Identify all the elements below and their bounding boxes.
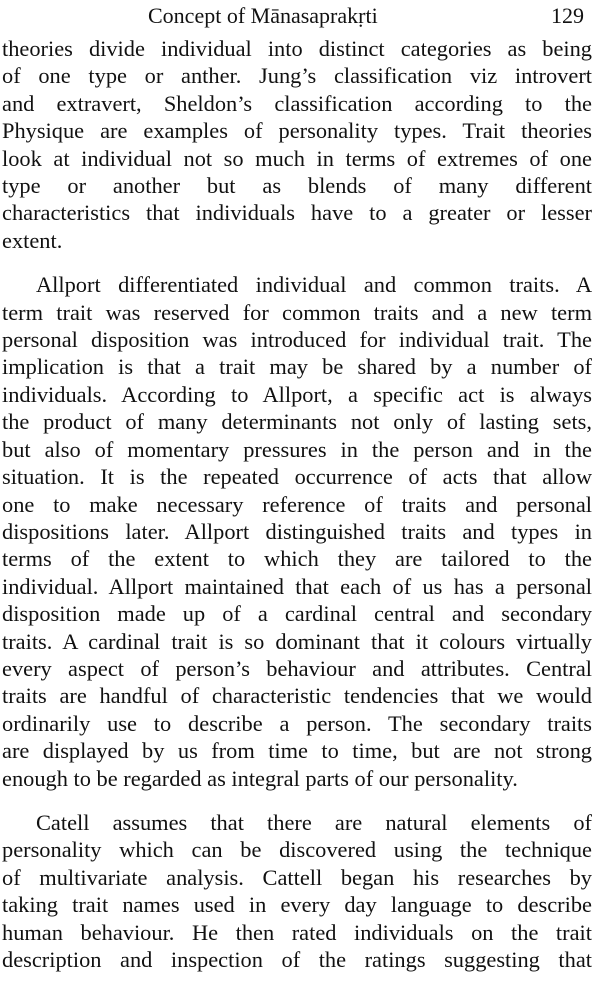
running-header (0, 0, 600, 34)
text-line: ordinarily use to describe a person. The secondary traits (2, 710, 592, 736)
page-body (0, 35, 592, 973)
text-line: individuals. According to Allport, a specific act is always (2, 381, 592, 407)
text-line: but also of momentary pressures in the person and in the (2, 436, 592, 462)
text-line: disposition made up of a cardinal central and secondary (2, 601, 592, 627)
text-line: Allport differentiated individual and common traits. A (36, 272, 592, 298)
text-line: Physique are examples of personality types. Trait theories (2, 118, 592, 144)
running-title: Concept of Mānasaprakṛti (148, 3, 378, 28)
text-line: theories divide individual into distinct categories as being (2, 36, 592, 61)
text-line: every aspect of person’s behaviour and attributes. Central (2, 655, 592, 681)
text-line: terms of the extent to which they are tailored to the (2, 546, 592, 572)
text-line: traits are handful of characteristic tendencies that we would (2, 683, 592, 709)
text-line: enough to be regarded as integral parts of our personality. (2, 765, 518, 791)
text-line: personal disposition was introduced for individual trait. The (2, 327, 592, 353)
text-line: type or another but as blends of many different (2, 173, 592, 199)
text-line: dispositions later. Allport distinguished traits and types in (2, 518, 592, 544)
text-line: and extravert, Sheldon’s classification according to the (2, 90, 592, 116)
paragraph-3 (0, 809, 592, 973)
text-line: human behaviour. He then rated individuals on the trait (2, 919, 592, 945)
text-line: of one type or anther. Jung’s classification viz introvert (2, 63, 592, 89)
text-line: Catell assumes that there are natural elements of (36, 809, 592, 835)
text-line: the product of many determinants not only of lasting sets, (2, 409, 592, 435)
text-line: traits. A cardinal trait is so dominant that it colours virtually (2, 628, 592, 654)
text-line: individual. Allport maintained that each of us has a personal (2, 573, 592, 599)
text-line: one to make necessary reference of traits and personal (2, 491, 592, 517)
text-line: personality which can be discovered using the technique (2, 837, 592, 863)
text-line: taking trait names used in every day language to describe (2, 892, 592, 918)
paragraph-2 (0, 271, 592, 792)
page-number: 129 (551, 3, 584, 28)
text-line: of multivariate analysis. Cattell began his researches by (2, 864, 592, 890)
text-line: description and inspection of the ratings suggesting that (2, 947, 592, 972)
text-line: term trait was reserved for common traits and a new term (2, 299, 592, 325)
text-line: extent. (2, 227, 63, 253)
text-line: implication is that a trait may be shared by a number of (2, 354, 592, 380)
text-line: situation. It is the repeated occurrence of acts that allow (2, 464, 592, 490)
text-line: characteristics that individuals have to a greater or lesser (2, 200, 592, 226)
text-line: are displayed by us from time to time, but are not strong (2, 738, 592, 764)
text-line: look at individual not so much in terms of extremes of one (2, 145, 592, 171)
paragraph-1 (0, 35, 592, 254)
